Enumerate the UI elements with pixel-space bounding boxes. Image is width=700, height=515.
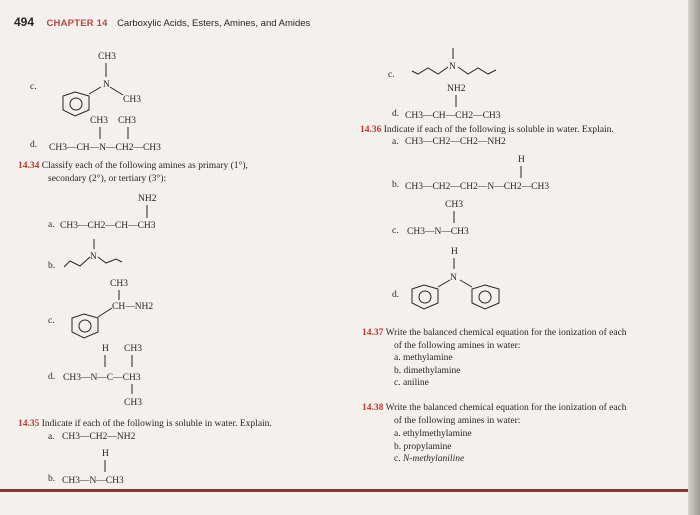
problem-number-14-38: 14.38 — [362, 403, 384, 413]
svg-text:CH3—N—CH3: CH3—N—CH3 — [407, 227, 469, 237]
left-item-c-structure — [55, 40, 165, 120]
svg-text:CH3—CH—CH2—CH3: CH3—CH—CH2—CH3 — [405, 111, 501, 121]
svg-text:N: N — [90, 252, 97, 262]
svg-text:H: H — [518, 155, 525, 165]
p1436-a-label: a. — [392, 137, 399, 147]
svg-text:CH3—CH—N—CH2—CH3: CH3—CH—N—CH2—CH3 — [49, 143, 161, 153]
p1434-d-structure — [60, 340, 210, 410]
p1436-c-label: c. — [392, 226, 399, 236]
p1434-c-structure — [60, 270, 200, 350]
book-edge — [688, 0, 700, 515]
svg-text:CH3: CH3 — [110, 279, 128, 289]
page-header — [14, 13, 310, 31]
p1436-d-structure — [405, 240, 525, 320]
p1438-c: c. N-methylaniline — [394, 454, 465, 464]
p1434-a-label: a. — [48, 220, 55, 230]
problem-14-36: 14.36 Indicate if each of the following is soluble in water. Explain. — [360, 125, 614, 135]
svg-text:CH3: CH3 — [445, 200, 463, 210]
p1437-c: c. aniline — [394, 378, 429, 388]
left-item-c-label: c. — [30, 82, 37, 92]
p1434-c-label: c. — [48, 316, 55, 326]
left-c-ch3-right: CH3 — [123, 95, 141, 105]
left-item-d-label: d. — [30, 140, 38, 150]
p1436-c-structure — [405, 196, 525, 238]
svg-text:H: H — [451, 247, 458, 257]
p1437-a: a. methylamine — [394, 353, 453, 363]
p1438-a: a. ethylmethylamine — [394, 429, 472, 439]
svg-text:CH3: CH3 — [118, 116, 136, 126]
problem-number-14-34: 14.34 — [18, 161, 40, 171]
svg-text:NH2: NH2 — [447, 84, 466, 94]
p1435-b-structure — [60, 446, 180, 488]
right-item-d-label: d. — [392, 109, 400, 119]
p1435-b-label: b. — [48, 474, 56, 484]
problem-14-35: 14.35 Indicate if each of the following is soluble in water. Explain. — [18, 419, 272, 429]
p1434-b-label: b. — [48, 261, 56, 271]
bottom-rule — [0, 489, 690, 492]
svg-text:CH—NH2: CH—NH2 — [112, 302, 154, 312]
p1434-a-structure — [60, 190, 220, 232]
chapter-title: Carboxylic Acids, Esters, Amines, and Amides — [117, 18, 311, 29]
p1437-b: b. dimethylamine — [394, 365, 461, 376]
problem-number-14-36: 14.36 — [360, 125, 382, 135]
svg-text:H: H — [102, 344, 109, 354]
svg-text:H: H — [102, 449, 109, 459]
right-item-c-structure — [408, 44, 518, 80]
problem-14-37: 14.37 Write the balanced chemical equation for the ionization of each of the following amines in water: — [362, 328, 627, 351]
left-c-ch3-top: CH3 — [98, 52, 116, 62]
p1436-b-structure — [405, 151, 625, 193]
svg-text:CH3: CH3 — [124, 398, 142, 408]
p1435-a-formula: CH3—CH2—NH2 — [62, 432, 136, 442]
p1437-options — [394, 352, 461, 390]
page-number: 494 — [14, 15, 35, 29]
p1438-options — [394, 428, 472, 466]
problem-number-14-35: 14.35 — [18, 419, 40, 429]
svg-text:NH2: NH2 — [138, 194, 157, 204]
p1438-b: b. propylamine — [394, 441, 452, 452]
svg-text:CH3: CH3 — [90, 116, 108, 126]
problem-14-34: 14.34 Classify each of the following amines as primary (1°), secondary (2°), or tertiary (3°): — [18, 161, 248, 184]
problem-number-14-37: 14.37 — [362, 328, 384, 338]
svg-text:CH3—N—CH3: CH3—N—CH3 — [62, 476, 124, 486]
svg-text:N: N — [450, 273, 457, 283]
svg-text:CH3—N—C—CH3: CH3—N—C—CH3 — [63, 373, 141, 383]
p1434-d-label: d. — [48, 372, 56, 382]
p1434-b-structure — [62, 235, 142, 275]
right-item-c-label: c. — [388, 70, 395, 80]
right-item-d-structure — [405, 80, 575, 122]
chapter-label: CHAPTER 14 — [46, 18, 108, 29]
p1436-d-label: d. — [392, 290, 400, 300]
svg-text:CH3—CH2—CH2—N—CH2—CH3: CH3—CH2—CH2—N—CH2—CH3 — [405, 182, 550, 192]
svg-text:N: N — [449, 62, 456, 72]
left-c-n: N — [103, 80, 110, 90]
left-item-d-structure — [45, 112, 245, 154]
p1435-a-label: a. — [48, 432, 55, 442]
svg-text:CH3—CH2—CH—CH3: CH3—CH2—CH—CH3 — [60, 221, 156, 231]
problem-14-38: 14.38 Write the balanced chemical equation for the ionization of each of the following amines in water: — [362, 403, 627, 426]
svg-text:CH3: CH3 — [124, 344, 142, 354]
p1436-b-label: b. — [392, 180, 400, 190]
p1436-a-formula: CH3—CH2—CH2—NH2 — [405, 137, 506, 147]
